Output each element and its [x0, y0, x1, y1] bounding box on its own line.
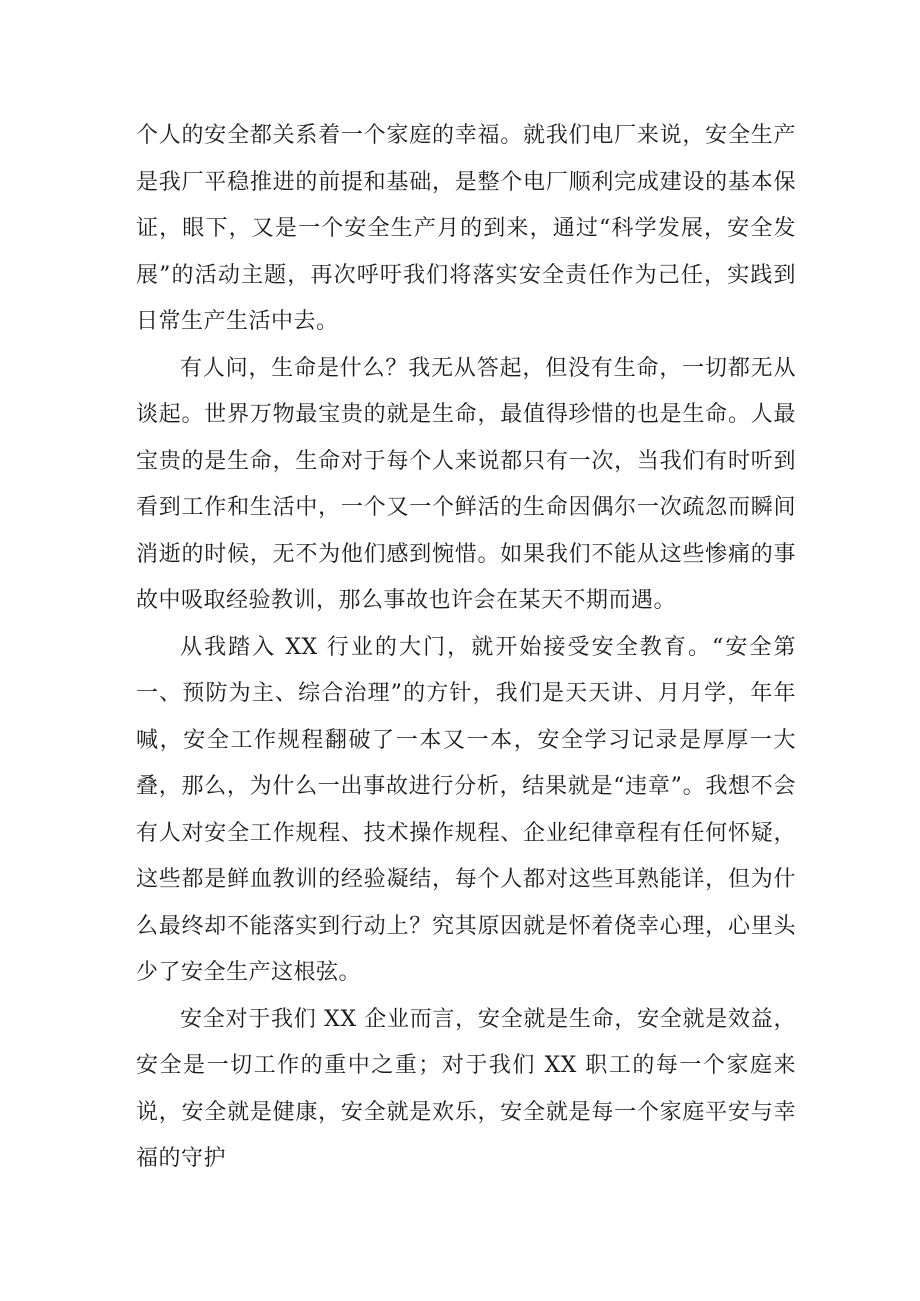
document-body — [136, 113, 796, 1183]
paragraph-2: 有人问，生命是什么？我无从答起，但没有生命，一切都无从谈起。世界万物最宝贵的就是生命，最值得珍惜的也是生命。人最宝贵的是生命，生命对于每个人来说都只有一次，当我们有时听到看到工作和生活中，一个又一个鲜活的生命因偶尔一次疏忽而瞬间消逝的时候，无不为他们感到惋惜。如果我们不能从这些惨痛的事故中吸取经验教训，那么事故也许会在某天不期而遇。 — [136, 355, 796, 613]
paragraph-4: 安全对于我们 XX 企业而言，安全就是生命，安全就是效益，安全是一切工作的重中之重；对于我们 XX 职工的每一个家庭来说，安全就是健康，安全就是欢乐，安全就是每一个家庭平安与幸福的守护 — [136, 1006, 796, 1171]
paragraph-3: 从我踏入 XX 行业的大门，就开始接受安全教育。“安全第一、预防为主、综合治理”的方针，我们是天天讲、月月学，年年喊，安全工作规程翻破了一本又一本，安全学习记录是厚厚一大叠，那么，为什么一出事故进行分析，结果就是“违章”。我想不会有人对安全工作规程、技术操作规程、企业纪律章程有任何怀疑，这些都是鲜血教训的经验凝结，每个人都对这些耳熟能详，但为什么最终却不能落实到行动上？究其原因就是怀着侥幸心理，心里头少了安全生产这根弦。 — [136, 634, 796, 985]
paragraph-1: 个人的安全都关系着一个家庭的幸福。就我们电厂来说，安全生产是我厂平稳推进的前提和基础，是整个电厂顺利完成建设的基本保证，眼下，又是一个安全生产月的到来，通过“科学发展，安全发展”的活动主题，再次呼吁我们将落实安全责任作为己任，实践到日常生产生活中去。 — [136, 123, 796, 334]
